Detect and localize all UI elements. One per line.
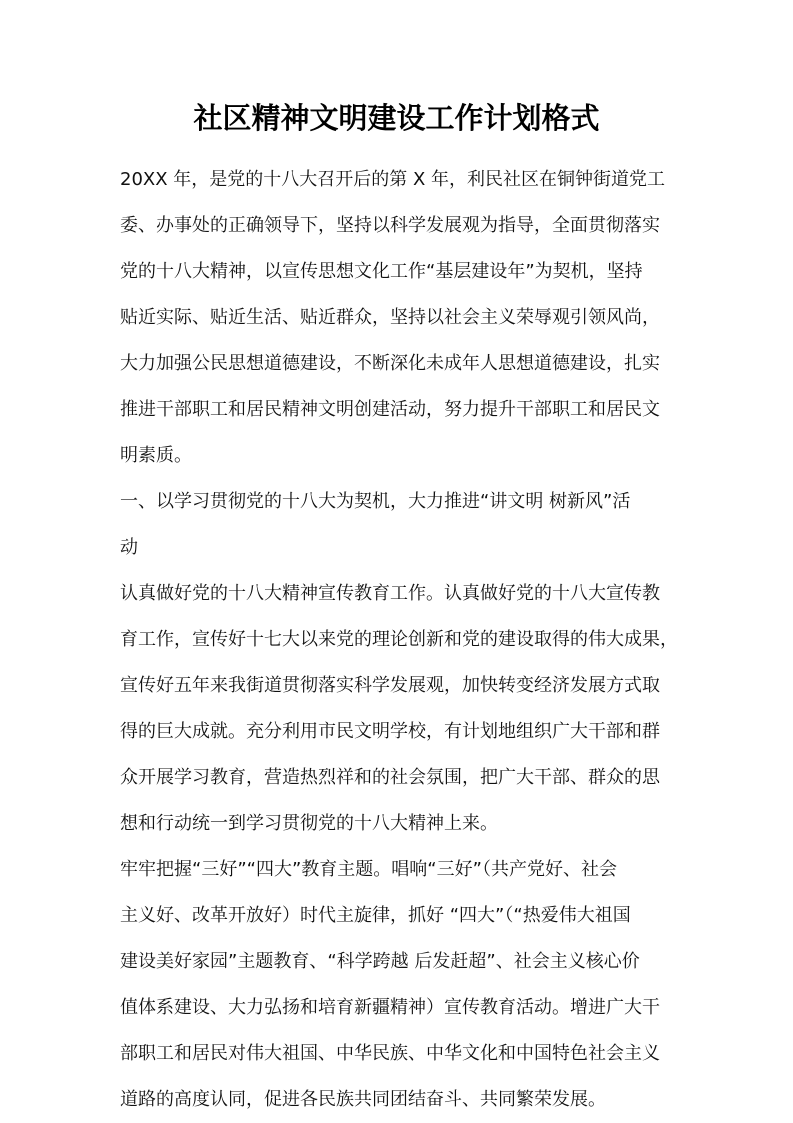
paragraph-line: 主义好、改革开放好）时代主旋律，抓好 “四大”（“热爱伟大祖国 [120,905,631,926]
paragraph-line: 牢牢把握“三好”“四大”教育主题。唱响“三好”（共产党好、社会 [120,859,617,880]
paragraph-line: 大力加强公民思想道德建设，不断深化未成年人思想道德建设，扎实 [120,353,660,374]
paragraph-line: 得的巨大成就。充分利用市民文明学校，有计划地组织广大干部和群 [120,721,660,742]
paragraph-line: 部职工和居民对伟大祖国、中华民族、中华文化和中国特色社会主义 [120,1043,660,1064]
paragraph-line: 想和行动统一到学习贯彻党的十八大精神上来。 [120,813,498,834]
paragraph-line: 贴近实际、贴近生活、贴近群众，坚持以社会主义荣辱观引领风尚， [120,307,660,328]
paragraph-line: 众开展学习教育，营造热烈祥和的社会氛围，把广大干部、群众的思 [120,767,660,788]
paragraph-line: 委、办事处的正确领导下，坚持以科学发展观为指导，全面贯彻落实 [120,215,660,236]
paragraph-line: 党的十八大精神，以宣传思想文化工作“基层建设年”为契机，坚持 [120,261,643,282]
paragraph-line: 育工作，宣传好十七大以来党的理论创新和党的建设取得的伟大成果， [120,629,678,650]
paragraph-line: 宣传好五年来我街道贯彻落实科学发展观，加快转变经济发展方式取 [120,675,660,696]
document-title: 社区精神文明建设工作计划格式 [193,101,600,135]
paragraph-line: 明素质。 [120,445,192,466]
paragraph-line: 建设美好家园”主题教育、“科学跨越 后发赶超”、社会主义核心价 [120,951,640,972]
body-paragraph [120,847,680,1123]
paragraph-line: 道路的高度认同，促进各民族共同团结奋斗、共同繁荣发展。 [120,1089,606,1110]
paragraph-line: 值体系建设、大力弘扬和培育新疆精神）宣传教育活动。增进广大干 [120,997,660,1018]
paragraph-line: 20XX 年，是党的十八大召开后的第 X 年，利民社区在铜钟街道党工 [120,169,666,190]
paragraph-line: 推进干部职工和居民精神文明创建活动，努力提升干部职工和居民文 [120,399,660,420]
section-heading [120,479,680,571]
intro-paragraph [120,157,680,479]
document-body [120,157,680,1123]
heading-line: 动 [120,537,138,558]
paragraph-line: 认真做好党的十八大精神宣传教育工作。认真做好党的十八大宣传教 [120,583,660,604]
body-paragraph [120,571,680,847]
heading-line: 一、以学习贯彻党的十八大为契机，大力推进“讲文明 树新风”活 [120,491,631,512]
